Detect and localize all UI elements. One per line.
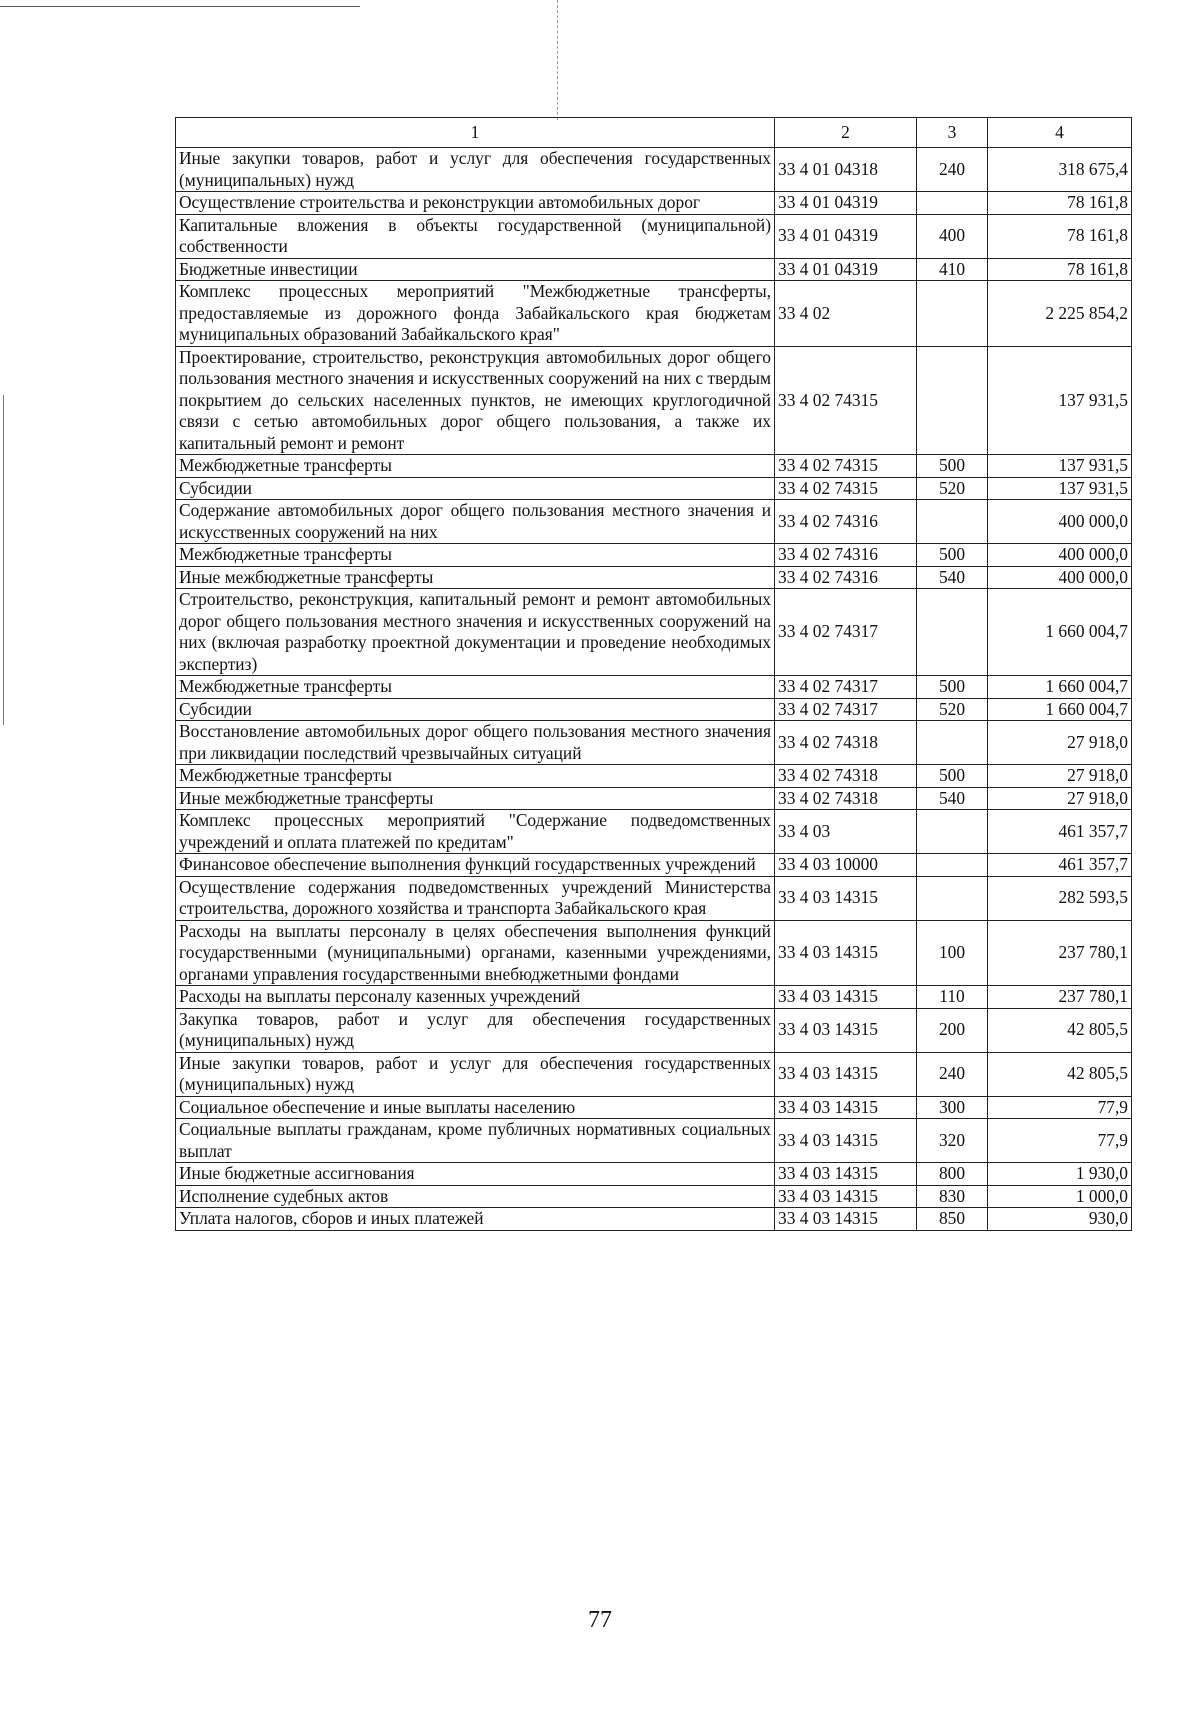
cell-description: Иные закупки товаров, работ и услуг для обеспечения государственных (муниципальных) нужд bbox=[176, 148, 775, 192]
cell-amount: 137 931,5 bbox=[988, 346, 1132, 455]
cell-description: Иные межбюджетные трансферты bbox=[176, 787, 775, 810]
cell-code: 33 4 01 04319 bbox=[775, 214, 917, 258]
cell-code: 33 4 02 74316 bbox=[775, 566, 917, 589]
cell-code: 33 4 03 14315 bbox=[775, 1008, 917, 1052]
cell-expense-type: 500 bbox=[917, 455, 988, 478]
table-row bbox=[176, 787, 1132, 810]
table-row bbox=[176, 1096, 1132, 1119]
cell-expense-type: 100 bbox=[917, 920, 988, 986]
cell-expense-type: 200 bbox=[917, 1008, 988, 1052]
table-row bbox=[176, 1052, 1132, 1096]
cell-description: Межбюджетные трансферты bbox=[176, 455, 775, 478]
cell-code: 33 4 03 14315 bbox=[775, 1052, 917, 1096]
cell-expense-type: 850 bbox=[917, 1208, 988, 1231]
cell-expense-type bbox=[917, 500, 988, 544]
cell-description: Комплекс процессных мероприятий "Содержание подведомственных учреждений и оплата платежей по кредитам" bbox=[176, 810, 775, 854]
cell-expense-type: 320 bbox=[917, 1119, 988, 1163]
cell-amount: 137 931,5 bbox=[988, 455, 1132, 478]
cell-expense-type: 540 bbox=[917, 566, 988, 589]
cell-description: Содержание автомобильных дорог общего пользования местного значения и искусственных сооружений на них bbox=[176, 500, 775, 544]
cell-code: 33 4 02 74317 bbox=[775, 698, 917, 721]
cell-description: Межбюджетные трансферты bbox=[176, 544, 775, 567]
cell-expense-type bbox=[917, 810, 988, 854]
cell-amount: 400 000,0 bbox=[988, 500, 1132, 544]
cell-amount: 27 918,0 bbox=[988, 787, 1132, 810]
cell-expense-type: 500 bbox=[917, 544, 988, 567]
cell-code: 33 4 03 14315 bbox=[775, 1119, 917, 1163]
table-row bbox=[176, 676, 1132, 699]
cell-expense-type: 830 bbox=[917, 1185, 988, 1208]
cell-expense-type bbox=[917, 192, 988, 215]
cell-amount: 77,9 bbox=[988, 1119, 1132, 1163]
cell-expense-type: 240 bbox=[917, 1052, 988, 1096]
cell-description: Социальные выплаты гражданам, кроме публичных нормативных социальных выплат bbox=[176, 1119, 775, 1163]
cell-description: Исполнение судебных актов bbox=[176, 1185, 775, 1208]
cell-description: Межбюджетные трансферты bbox=[176, 676, 775, 699]
budget-table-body bbox=[176, 118, 1132, 1231]
cell-amount: 1 660 004,7 bbox=[988, 676, 1132, 699]
cell-description: Капитальные вложения в объекты государственной (муниципальной) собственности bbox=[176, 214, 775, 258]
cell-amount: 318 675,4 bbox=[988, 148, 1132, 192]
cell-description: Межбюджетные трансферты bbox=[176, 765, 775, 788]
cell-amount: 42 805,5 bbox=[988, 1052, 1132, 1096]
cell-expense-type bbox=[917, 589, 988, 676]
cell-expense-type bbox=[917, 721, 988, 765]
table-row bbox=[176, 876, 1132, 920]
cell-amount: 78 161,8 bbox=[988, 258, 1132, 281]
cell-amount: 1 660 004,7 bbox=[988, 698, 1132, 721]
cell-amount: 930,0 bbox=[988, 1208, 1132, 1231]
scan-edge-line bbox=[0, 6, 360, 7]
column-number-1: 1 bbox=[176, 118, 775, 148]
cell-description: Субсидии bbox=[176, 698, 775, 721]
cell-description: Проектирование, строительство, реконструкция автомобильных дорог общего пользования местного значения и искусственных сооружений на них с твердым покрытием до сельских населенных пунктов, не имеющих круглогодичной связи с сетью автомобильных дорог общего пользования, а также их капитальный ремонт и ремонт bbox=[176, 346, 775, 455]
cell-description: Бюджетные инвестиции bbox=[176, 258, 775, 281]
table-row bbox=[176, 721, 1132, 765]
cell-amount: 1 000,0 bbox=[988, 1185, 1132, 1208]
cell-amount: 27 918,0 bbox=[988, 765, 1132, 788]
cell-code: 33 4 03 14315 bbox=[775, 876, 917, 920]
cell-amount: 78 161,8 bbox=[988, 214, 1132, 258]
column-number-row bbox=[176, 118, 1132, 148]
cell-amount: 1 930,0 bbox=[988, 1163, 1132, 1186]
cell-code: 33 4 02 74315 bbox=[775, 455, 917, 478]
table-row bbox=[176, 192, 1132, 215]
budget-table bbox=[175, 117, 1132, 1231]
table-row bbox=[176, 589, 1132, 676]
column-number-2: 2 bbox=[775, 118, 917, 148]
cell-description: Осуществление содержания подведомственных учреждений Министерства строительства, дорожного хозяйства и транспорта Забайкальского края bbox=[176, 876, 775, 920]
cell-code: 33 4 02 74315 bbox=[775, 477, 917, 500]
cell-code: 33 4 03 14315 bbox=[775, 920, 917, 986]
table-row bbox=[176, 544, 1132, 567]
cell-expense-type: 500 bbox=[917, 765, 988, 788]
cell-expense-type bbox=[917, 346, 988, 455]
cell-code: 33 4 03 10000 bbox=[775, 854, 917, 877]
cell-code: 33 4 02 74315 bbox=[775, 346, 917, 455]
cell-amount: 461 357,7 bbox=[988, 854, 1132, 877]
cell-description: Иные закупки товаров, работ и услуг для обеспечения государственных (муниципальных) нужд bbox=[176, 1052, 775, 1096]
table-row bbox=[176, 477, 1132, 500]
cell-code: 33 4 02 74317 bbox=[775, 589, 917, 676]
cell-expense-type: 300 bbox=[917, 1096, 988, 1119]
cell-expense-type: 800 bbox=[917, 1163, 988, 1186]
table-row bbox=[176, 765, 1132, 788]
cell-amount: 78 161,8 bbox=[988, 192, 1132, 215]
cell-code: 33 4 03 bbox=[775, 810, 917, 854]
cell-amount: 237 780,1 bbox=[988, 920, 1132, 986]
cell-description: Субсидии bbox=[176, 477, 775, 500]
cell-amount: 137 931,5 bbox=[988, 477, 1132, 500]
table-row bbox=[176, 1185, 1132, 1208]
table-row bbox=[176, 148, 1132, 192]
cell-description: Осуществление строительства и реконструкции автомобильных дорог bbox=[176, 192, 775, 215]
cell-expense-type: 240 bbox=[917, 148, 988, 192]
table-row bbox=[176, 1119, 1132, 1163]
cell-code: 33 4 03 14315 bbox=[775, 1208, 917, 1231]
cell-code: 33 4 01 04319 bbox=[775, 258, 917, 281]
cell-code: 33 4 02 74317 bbox=[775, 676, 917, 699]
cell-code: 33 4 02 74318 bbox=[775, 765, 917, 788]
cell-code: 33 4 02 74316 bbox=[775, 500, 917, 544]
table-row bbox=[176, 455, 1132, 478]
cell-amount: 400 000,0 bbox=[988, 544, 1132, 567]
cell-expense-type: 110 bbox=[917, 986, 988, 1009]
cell-description: Закупка товаров, работ и услуг для обеспечения государственных (муниципальных) нужд bbox=[176, 1008, 775, 1052]
cell-amount: 237 780,1 bbox=[988, 986, 1132, 1009]
cell-amount: 282 593,5 bbox=[988, 876, 1132, 920]
cell-description: Иные бюджетные ассигнования bbox=[176, 1163, 775, 1186]
cell-amount: 77,9 bbox=[988, 1096, 1132, 1119]
cell-code: 33 4 02 74316 bbox=[775, 544, 917, 567]
column-number-3: 3 bbox=[917, 118, 988, 148]
cell-expense-type bbox=[917, 876, 988, 920]
cell-description: Восстановление автомобильных дорог общего пользования местного значения при ликвидации последствий чрезвычайных ситуаций bbox=[176, 721, 775, 765]
page-number: 77 bbox=[588, 1607, 612, 1633]
cell-expense-type bbox=[917, 281, 988, 347]
cell-expense-type: 410 bbox=[917, 258, 988, 281]
table-row bbox=[176, 566, 1132, 589]
table-row bbox=[176, 1163, 1132, 1186]
cell-description: Расходы на выплаты персоналу в целях обеспечения выполнения функций государственными (муниципальными) органами, казенными учреждениями, органами управления государственными внебюджетными фондами bbox=[176, 920, 775, 986]
cell-amount: 27 918,0 bbox=[988, 721, 1132, 765]
cell-expense-type: 520 bbox=[917, 698, 988, 721]
table-row bbox=[176, 854, 1132, 877]
fold-mark bbox=[557, 0, 558, 120]
table-row bbox=[176, 500, 1132, 544]
cell-amount: 2 225 854,2 bbox=[988, 281, 1132, 347]
table-row bbox=[176, 1008, 1132, 1052]
scan-edge-line-left bbox=[3, 395, 4, 725]
table-row bbox=[176, 281, 1132, 347]
cell-description: Иные межбюджетные трансферты bbox=[176, 566, 775, 589]
cell-code: 33 4 02 74318 bbox=[775, 787, 917, 810]
cell-code: 33 4 01 04319 bbox=[775, 192, 917, 215]
cell-expense-type bbox=[917, 854, 988, 877]
cell-amount: 400 000,0 bbox=[988, 566, 1132, 589]
cell-description: Финансовое обеспечение выполнения функций государственных учреждений bbox=[176, 854, 775, 877]
cell-expense-type: 400 bbox=[917, 214, 988, 258]
cell-code: 33 4 02 74318 bbox=[775, 721, 917, 765]
cell-expense-type: 540 bbox=[917, 787, 988, 810]
table-row bbox=[176, 986, 1132, 1009]
cell-amount: 1 660 004,7 bbox=[988, 589, 1132, 676]
cell-code: 33 4 03 14315 bbox=[775, 986, 917, 1009]
column-number-4: 4 bbox=[988, 118, 1132, 148]
cell-code: 33 4 02 bbox=[775, 281, 917, 347]
cell-expense-type: 500 bbox=[917, 676, 988, 699]
table-row bbox=[176, 920, 1132, 986]
cell-description: Строительство, реконструкция, капитальный ремонт и ремонт автомобильных дорог общего пользования местного значения и искусственных сооружений на них (включая разработку проектной документации и проведение необходимых экспертиз) bbox=[176, 589, 775, 676]
cell-description: Социальное обеспечение и иные выплаты населению bbox=[176, 1096, 775, 1119]
cell-amount: 461 357,7 bbox=[988, 810, 1132, 854]
cell-code: 33 4 01 04318 bbox=[775, 148, 917, 192]
table-row bbox=[176, 346, 1132, 455]
table-row bbox=[176, 214, 1132, 258]
cell-description: Комплекс процессных мероприятий "Межбюджетные трансферты, предоставляемые из дорожного фонда Забайкальского края бюджетам муниципальных образований Забайкальского края" bbox=[176, 281, 775, 347]
cell-code: 33 4 03 14315 bbox=[775, 1163, 917, 1186]
table-row bbox=[176, 1208, 1132, 1231]
cell-expense-type: 520 bbox=[917, 477, 988, 500]
table-row bbox=[176, 698, 1132, 721]
cell-description: Расходы на выплаты персоналу казенных учреждений bbox=[176, 986, 775, 1009]
table-row bbox=[176, 810, 1132, 854]
cell-amount: 42 805,5 bbox=[988, 1008, 1132, 1052]
cell-code: 33 4 03 14315 bbox=[775, 1185, 917, 1208]
cell-description: Уплата налогов, сборов и иных платежей bbox=[176, 1208, 775, 1231]
table-row bbox=[176, 258, 1132, 281]
cell-code: 33 4 03 14315 bbox=[775, 1096, 917, 1119]
